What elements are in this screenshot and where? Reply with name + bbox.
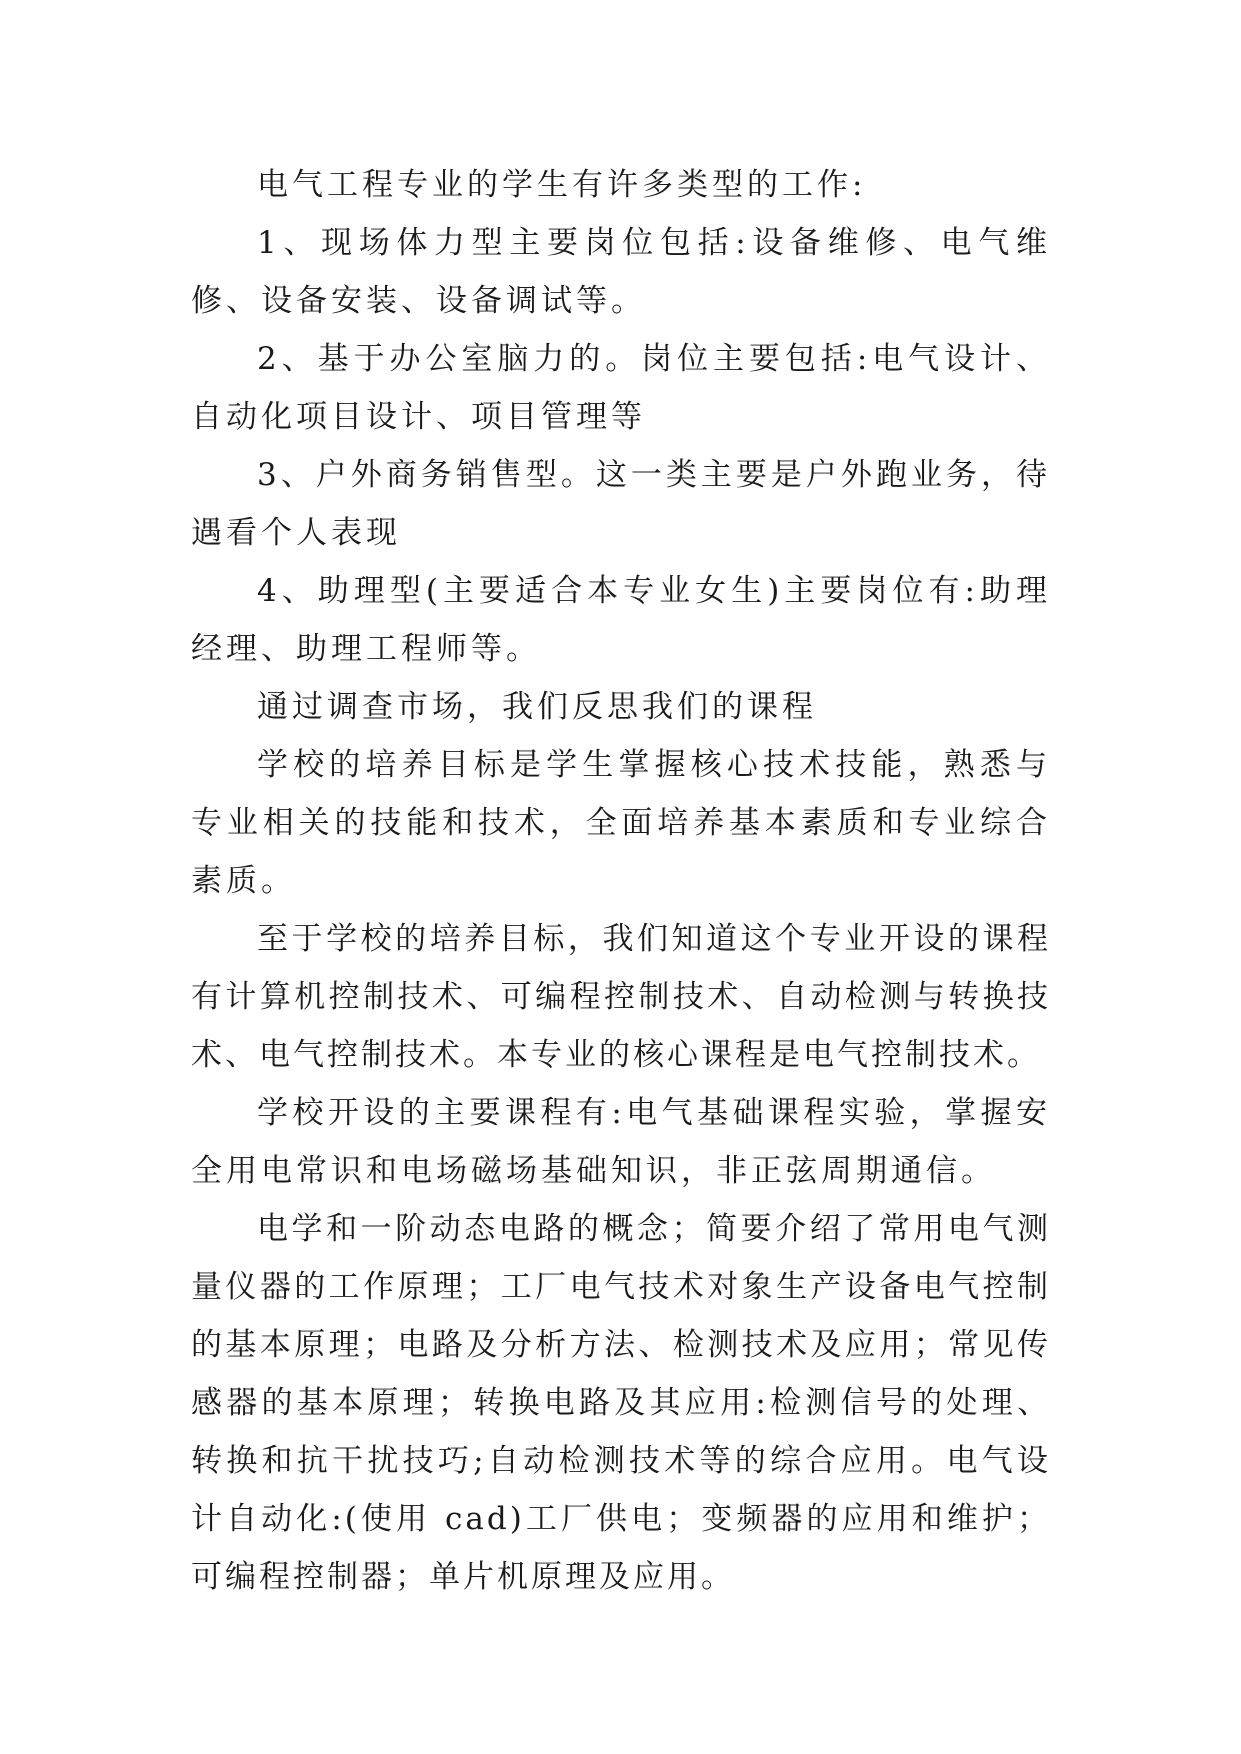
paragraph-item-1: 1、现场体力型主要岗位包括:设备维修、电气维修、设备安装、设备调试等。: [191, 225, 1051, 319]
paragraph-item-2: 2、基于办公室脑力的。岗位主要包括:电气设计、自动化项目设计、项目管理等: [191, 341, 1051, 435]
document-body: [191, 156, 1051, 1606]
paragraph-intro: 电气工程专业的学生有许多类型的工作:: [257, 167, 867, 203]
paragraph-training-goal: 学校的培养目标是学生掌握核心技术技能，熟悉与专业相关的技能和技术，全面培养基本素质和专业综合素质。: [191, 747, 1051, 899]
paragraph-item-4: 4、助理型(主要适合本专业女生)主要岗位有:助理经理、助理工程师等。: [191, 573, 1051, 667]
paragraph-main-courses: 学校开设的主要课程有:电气基础课程实验，掌握安全用电常识和电场磁场基础知识，非正弦周期通信。: [191, 1095, 1051, 1189]
paragraph-course-details: 电学和一阶动态电路的概念；简要介绍了常用电气测量仪器的工作原理；工厂电气技术对象生产设备电气控制的基本原理；电路及分析方法、检测技术及应用；常见传感器的基本原理；转换电路及其应用:检测信号的处理、转换和抗干扰技巧;自动检测技术等的综合应用。电气设计自动化:(使用 cad)工厂供电；变频器的应用和维护；可编程控制器；单片机原理及应用。: [191, 1211, 1051, 1595]
paragraph-market-survey: 通过调查市场，我们反思我们的课程: [257, 689, 817, 725]
paragraph-item-3: 3、户外商务销售型。这一类主要是户外跑业务，待遇看个人表现: [191, 457, 1051, 551]
paragraph-courses: 至于学校的培养目标，我们知道这个专业开设的课程有计算机控制技术、可编程控制技术、自动检测与转换技术、电气控制技术。本专业的核心课程是电气控制技术。: [191, 921, 1051, 1073]
